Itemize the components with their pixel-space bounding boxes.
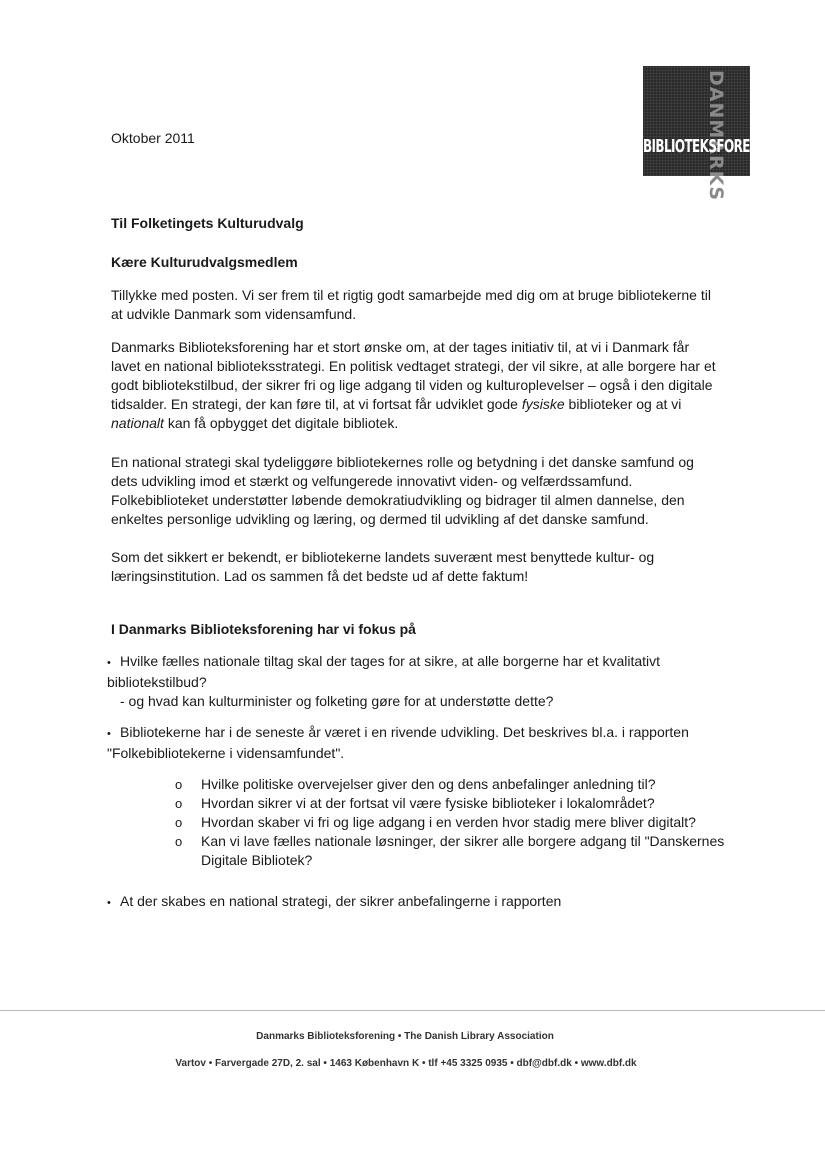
paragraph-4: Som det sikkert er bekendt, er bibliotekerne landets suverænt mest benyttede kultur- og læringsinstitution. Lad os sammen få det bedste ud af dette faktum!: [111, 549, 655, 584]
paragraph-2-part-a: Danmarks Biblioteksforening har et stort ønske om, at der tages initiativ til, at vi i Danmark får lavet en national biblioteksstrategi. En politisk vedtaget strategi, der vil sikre, at alle borgere har et godt bibliotekstilbud, der sikrer fri og lige adgang til viden og kulturoplevelser – også i den digitale tidsalder. En strategi, der kan føre til, at vi fortsat får udviklet gode: [111, 339, 716, 412]
sub-item-text: Hvordan skaber vi fri og lige adgang i en verden hvor stadig mere bliver digitalt?: [201, 814, 696, 830]
sub-list-item: [175, 813, 735, 832]
logo-horizontal-text: BIBLIOTEKSFORENING: [643, 136, 782, 157]
bullet-2-text: Bibliotekerne har i de seneste år været i en rivende udvikling. Det beskrives bl.a. i rapporten "Folkebibliotekerne i vidensamfundet".: [107, 724, 689, 761]
logo-vertical-text: DANMARKS: [705, 70, 727, 202]
bullet-1-text: Hvilke fælles nationale tiltag skal der tages for at sikre, at alle borgerne har et kvalitativt bibliotekstilbud?: [107, 653, 661, 690]
bullet-marker: •: [107, 897, 111, 909]
footer-organization: Danmarks Biblioteksforening • The Danish Library Association: [256, 1031, 554, 1042]
footer-contact: Vartov • Farvergade 27D, 2. sal • 1463 København K • tlf +45 3325 0935 • dbf@dbf.dk • www.dbf.dk: [175, 1058, 637, 1069]
bullet-item-3: [107, 892, 722, 913]
paragraph-1: Tillykke med posten. Vi ser frem til et rigtig godt samarbejde med dig om at bruge bibliotekerne til at udvikle Danmark som vidensamfund.: [111, 287, 711, 322]
sub-list-item: [175, 832, 735, 870]
footer-divider: [0, 1010, 825, 1011]
sub-item-text: Hvilke politiske overvejelser giver den og dens anbefalinger anledning til?: [201, 776, 656, 792]
recipient-heading: Til Folketingets Kulturudvalg: [111, 215, 304, 231]
salutation-heading: Kære Kulturudvalgsmedlem: [111, 254, 298, 270]
circle-marker: o: [175, 834, 183, 849]
paragraph-2-emphasis-1: fysiske: [521, 396, 565, 412]
paragraph-2: [111, 338, 721, 433]
sub-list: [175, 775, 735, 870]
paragraph-2-emphasis-2: nationalt: [111, 415, 164, 431]
sub-item-text: Kan vi lave fælles nationale løsninger, der sikrer alle borgere adgang til "Danskernes Digitale Bibliotek?: [201, 833, 725, 868]
circle-marker: o: [175, 796, 183, 811]
logo: [643, 66, 782, 202]
paragraph-2-part-b: biblioteker og at vi: [564, 396, 682, 412]
focus-heading: I Danmarks Biblioteksforening har vi fokus på: [111, 621, 416, 637]
paragraph-3: En national strategi skal tydeliggøre bibliotekernes rolle og betydning i det danske samfund og dets udvikling imod et stærkt og velfungerede innovativt viden- og velfærdssamfund. Folkebiblioteket understøtter løbende demokratiudvikling og bidrager til almen dannelse, den enkeltes personlige udvikling og læring, og dermed til udvikling af det danske samfund.: [111, 454, 694, 527]
circle-marker: o: [175, 815, 183, 830]
sub-list-item: [175, 775, 735, 794]
bullet-3-text: At der skabes en national strategi, der sikrer anbefalingerne i rapporten: [120, 893, 562, 909]
letter-date: Oktober 2011: [111, 130, 195, 146]
bullet-marker: •: [107, 728, 111, 740]
bullet-item-2: [107, 723, 722, 763]
bullet-marker: •: [107, 657, 111, 669]
bullet-1-subline: - og hvad kan kulturminister og folketing gøre for at understøtte dette?: [120, 693, 554, 709]
circle-marker: o: [175, 777, 183, 792]
paragraph-2-part-c: kan få opbygget det digitale bibliotek.: [163, 415, 399, 431]
sub-list-item: [175, 794, 735, 813]
bullet-item-1: [107, 652, 722, 711]
sub-item-text: Hvordan sikrer vi at der fortsat vil være fysiske biblioteker i lokalområdet?: [201, 795, 655, 811]
